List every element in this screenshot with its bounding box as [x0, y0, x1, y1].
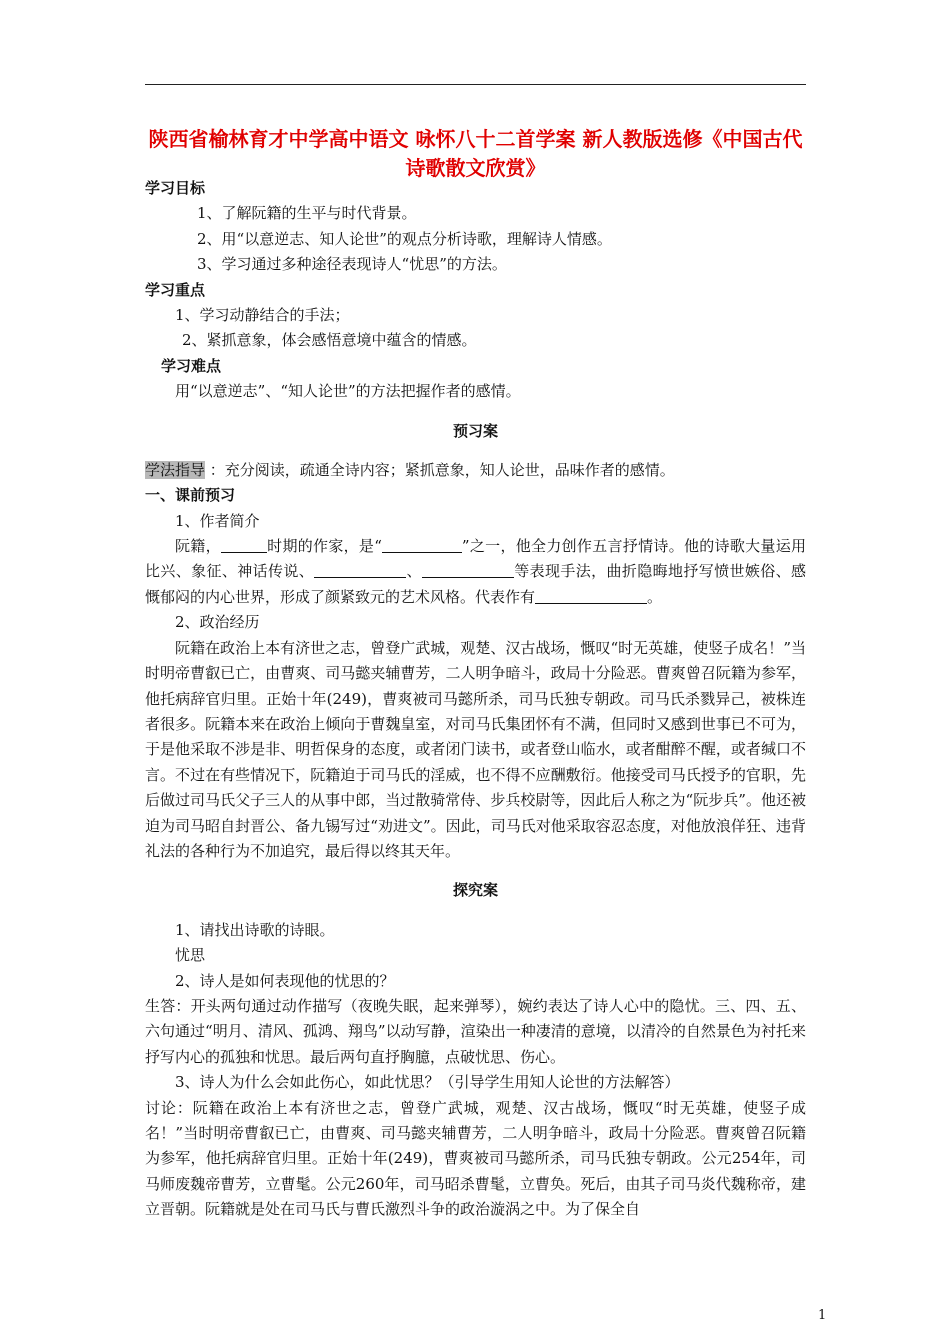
difficulties-heading: 学习难点	[161, 356, 222, 375]
key-points-heading: 学习重点	[145, 280, 206, 299]
document-body	[145, 176, 806, 1223]
blank-field[interactable]	[221, 536, 267, 553]
objective-item: 2、用“以意逆志、知人论世”的观点分析诗歌，理解诗人情感。	[197, 229, 612, 248]
answer-2: 生答：开头两句通过动作描写（夜晚失眠，起来弹琴），婉约表达了诗人心中的隐忧。三、四、五、六句通过“明月、清风、孤鸿、翔鸟”以动写静，渲染出一种凄清的意境，以清冷的自然景色为衬托来抒写内心的孤独和忧思。最后两句直抒胸臆，点破忧思、伤心。	[145, 996, 806, 1066]
politics-paragraph: 阮籍在政治上本有济世之志，曾登广武城，观楚、汉古战场，慨叹“时无英雄，使竖子成名！”当时明帝曹叡已亡，由曹爽、司马懿夹辅曹芳，二人明争暗斗，政局十分险恶。曹爽曾召阮籍为参军，他托病辞官归里。正始十年(249)，曹爽被司马懿所杀，司马氏独专朝政。司马氏杀戮异己，被株连者很多。阮籍本来在政治上倾向于曹魏皇室，对司马氏集团怀有不满，但同时又感到世事已不可为，于是他采取不涉是非、明哲保身的态度，或者闭门读书，或者登山临水，或者酣醉不醒，或者缄口不言。不过在有些情况下，阮籍迫于司马氏的淫威，也不得不应酬敷衍。他接受司马氏授予的官职，先后做过司马氏父子三人的从事中郎，当过散骑常侍、步兵校尉等，因此后人称之为“阮步兵”。他还被迫为司马昭自封晋公、备九锡写过“劝进文”。因此，司马氏对他采取容忍态度，对他放浪佯狂、违背礼法的各种行为不加追究，最后得以终其天年。	[145, 638, 806, 860]
question-3: 3、诗人为什么会如此伤心，如此忧思？（引导学生用知人论世的方法解答）	[175, 1073, 680, 1092]
answer-3: 讨论：阮籍在政治上本有济世之志，曾登广武城，观楚、汉古战场，慨叹“时无英雄，使竖子成名！”当时明帝曹叡已亡，由曹爽、司马懿夹辅曹芳，二人明争暗斗，政局十分险恶。曹爽曾召阮籍为参军，他托病辞官归里。正始十年(249)，曹爽被司马懿所杀，司马氏独专朝政。公元254年，司马师废魏帝曹芳，立曹髦。公元260年，司马昭杀曹髦，立曹奂。死后，由其子司马炎代魏称帝，建立晋朝。阮籍就是处在司马氏与曹氏激烈斗争的政治漩涡之中。为了保全自	[145, 1098, 806, 1219]
blank-field[interactable]	[314, 561, 406, 578]
key-point-item: 2、紧抓意象，体会感悟意境中蕴含的情感。	[182, 331, 477, 350]
blank-field[interactable]	[382, 536, 462, 553]
blank-field[interactable]	[535, 587, 647, 604]
difficulties-text: 用“以意逆志”、“知人论世”的方法把握作者的感情。	[175, 382, 521, 401]
document-title: 陕西省榆林育才中学高中语文 咏怀八十二首学案 新人教版选修《中国古代诗歌散文欣赏》	[148, 127, 803, 180]
sub-author-intro: 1、作者简介	[175, 511, 260, 530]
objective-item: 3、学习通过多种途径表现诗人“忧思”的方法。	[197, 255, 507, 274]
method-text: ：充分阅读，疏通全诗内容；紧抓意象，知人论世，品味作者的感情。	[205, 460, 675, 479]
objectives-heading: 学习目标	[145, 179, 206, 197]
author-bio-paragraph: 阮籍， 时期的作家，是“ ”之一，他全力创作五言抒情诗。他的诗歌大量运用比兴、象征、神话传说、 、 等表现手法，曲折隐晦地抒写愤世嫉俗、感慨郁闷的内心世界，形成了颜紧致元的艺术风格。代表作有 。	[145, 537, 807, 606]
page-number: 1	[818, 1308, 827, 1323]
answer-1: 忧思	[175, 946, 206, 965]
inquiry-heading: 探究案	[452, 881, 498, 900]
objective-item: 1、了解阮籍的生平与时代背景。	[197, 204, 417, 223]
preview-heading: 预习案	[452, 421, 498, 440]
header-rule	[145, 84, 806, 85]
question-1: 1、请找出诗歌的诗眼。	[175, 920, 335, 939]
sub-political-experience: 2、政治经历	[175, 613, 260, 632]
section-pre-class: 一、课前预习	[145, 486, 236, 505]
key-point-item: 1、学习动静结合的手法；	[175, 305, 350, 324]
question-2: 2、诗人是如何表现他的忧思的？	[175, 971, 395, 990]
blank-field[interactable]	[422, 561, 514, 578]
method-guide	[145, 458, 806, 483]
method-label: 学法指导	[145, 460, 206, 479]
